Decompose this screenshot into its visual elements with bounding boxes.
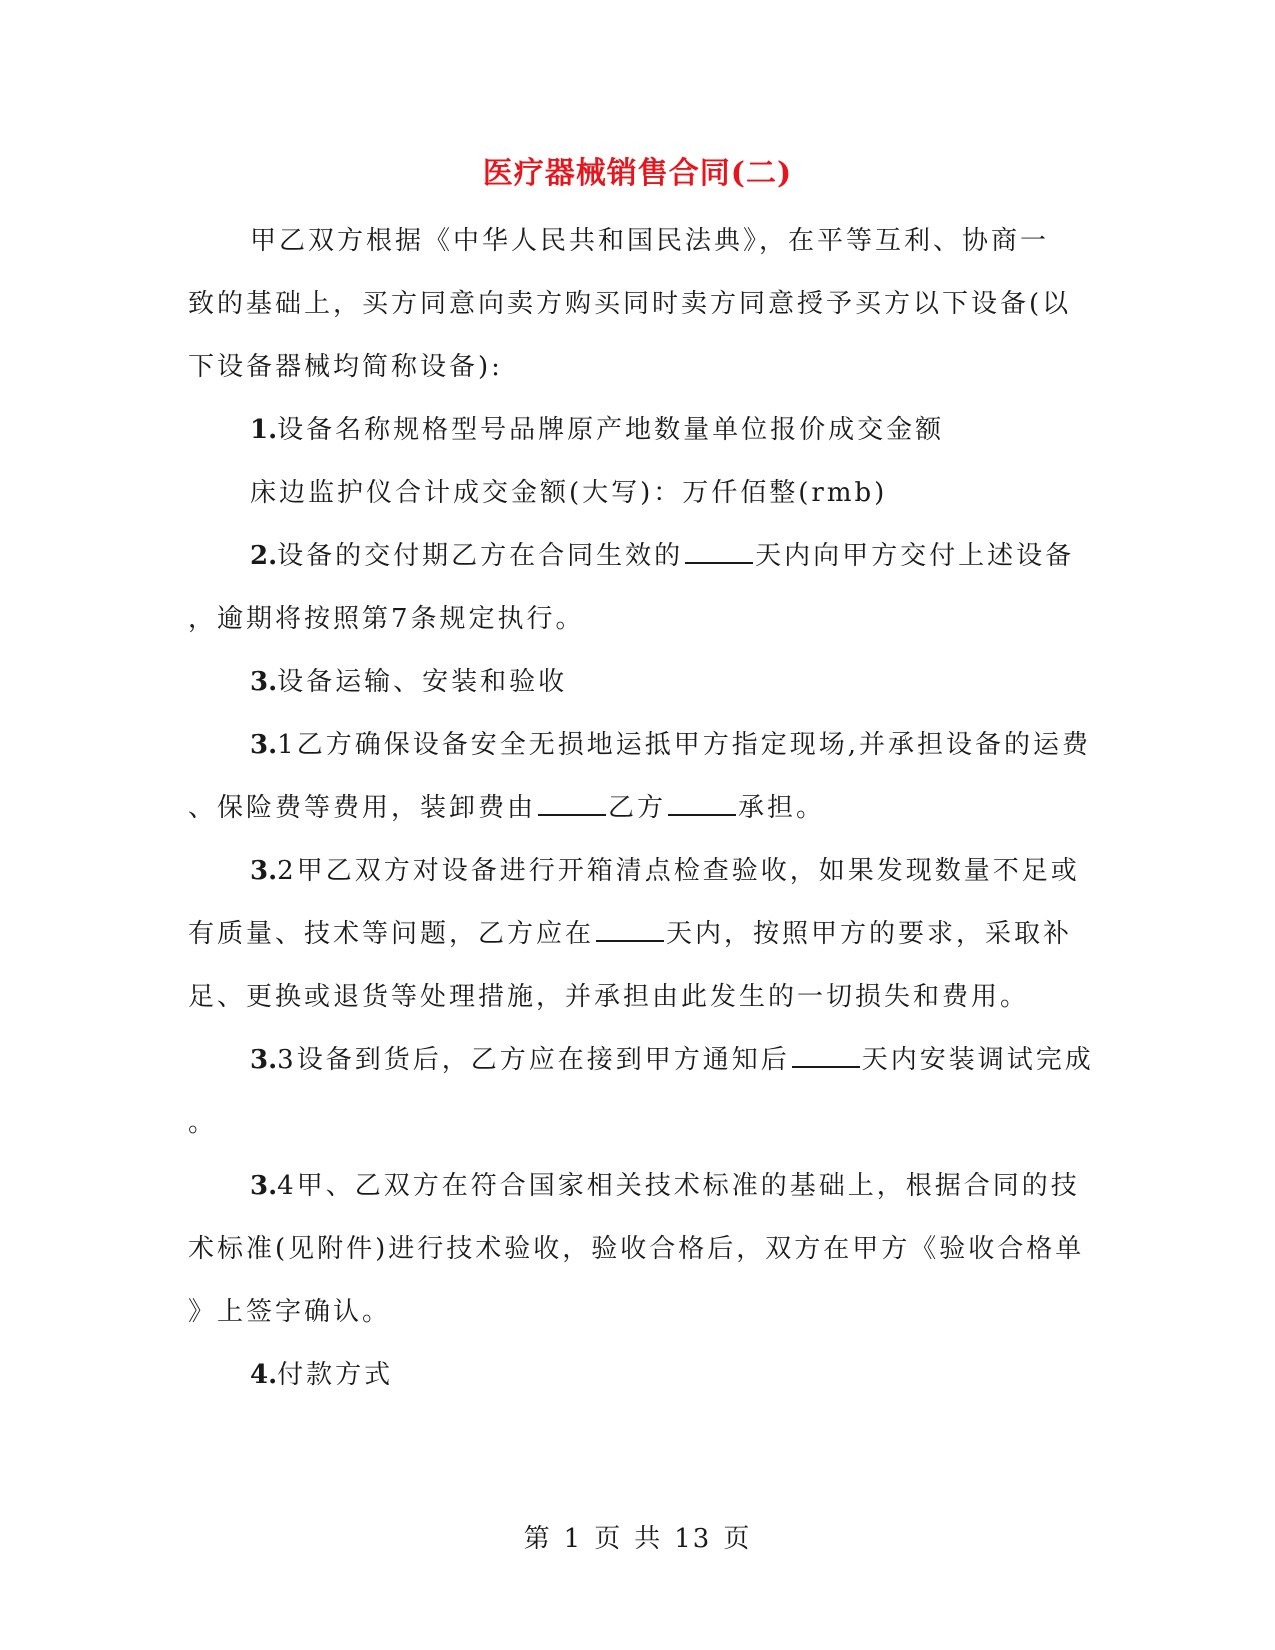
clause-1 bbox=[188, 399, 1078, 462]
clause-number: 3. bbox=[250, 667, 278, 697]
clause-3-4 bbox=[188, 1155, 1078, 1218]
clause-1-sub: 床边监护仪合计成交金额(大写)：万仟佰整(rmb) bbox=[250, 478, 888, 508]
clause-3-2 bbox=[188, 840, 1078, 903]
clause-number: 3. bbox=[250, 1045, 278, 1075]
clause-number: 3. bbox=[250, 1171, 278, 1201]
fill-in-blank bbox=[538, 792, 606, 816]
fill-in-blank bbox=[668, 792, 736, 816]
clause-text: 有质量、技术等问题，乙方应在 bbox=[188, 919, 595, 949]
clause-text: 天内，按照甲方的要求，采取补 bbox=[666, 919, 1073, 949]
footer-suffix: 页 bbox=[723, 1524, 752, 1554]
intro-line-3: 下设备器械均简称设备): bbox=[188, 352, 503, 382]
clause-2-line-2: ，逾期将按照第7条规定执行。 bbox=[188, 604, 585, 634]
clause-text: 付款方式 bbox=[277, 1360, 394, 1390]
clause-4 bbox=[188, 1344, 1078, 1407]
clause-3-3 bbox=[188, 1029, 1094, 1092]
clause-3-2-line-3: 足、更换或退货等处理措施，并承担由此发生的一切损失和费用。 bbox=[188, 982, 1030, 1012]
clause-3-2-line-2 bbox=[188, 903, 1078, 966]
clause-number: 4. bbox=[250, 1360, 278, 1390]
clause-3-4-line-2: 术标准(见附件)进行技术验收，验收合格后，双方在甲方《验收合格单 bbox=[188, 1234, 1085, 1264]
current-page-number: 1 bbox=[563, 1524, 583, 1554]
intro-line-2: 致的基础上，买方同意向卖方购买同时卖方同意授予买方以下设备(以 bbox=[188, 289, 1072, 319]
clause-3-1-line-2 bbox=[188, 777, 1078, 840]
clause-number: 3. bbox=[250, 856, 278, 886]
clause-3-3-line-2: 。 bbox=[188, 1108, 218, 1138]
footer-page-word: 页 bbox=[594, 1524, 623, 1554]
clause-text: 天内安装调试完成 bbox=[861, 1045, 1094, 1075]
clause-text: 、保险费等费用，装卸费由 bbox=[188, 793, 537, 823]
clause-text: 设备的交付期乙方在合同生效的 bbox=[277, 541, 684, 571]
clause-text: 1乙方确保设备安全无损地运抵甲方指定现场,并承担设备的运费 bbox=[277, 730, 1091, 760]
clause-text: 3设备到货后，乙方应在接到甲方通知后 bbox=[277, 1045, 790, 1075]
footer-prefix: 第 bbox=[523, 1524, 552, 1554]
clause-text: 乙方 bbox=[608, 793, 667, 823]
clause-3-4-line-3: 》上签字确认。 bbox=[188, 1297, 392, 1327]
clause-3-1 bbox=[188, 714, 1091, 777]
fill-in-blank bbox=[596, 918, 664, 942]
clause-number: 1. bbox=[250, 415, 278, 445]
clause-2 bbox=[188, 525, 1078, 588]
clause-number: 2. bbox=[250, 541, 278, 571]
clause-text: 天内向甲方交付上述设备 bbox=[755, 541, 1075, 571]
page-footer bbox=[0, 1518, 1275, 1555]
clause-text: 2甲乙双方对设备进行开箱清点检查验收，如果发现数量不足或 bbox=[277, 856, 1080, 886]
clause-text: 设备运输、安装和验收 bbox=[277, 667, 568, 697]
intro-line-1: 甲乙双方根据《中华人民共和国民法典》，在平等互利、协商一 bbox=[250, 226, 1050, 256]
document-title: 医疗器械销售合同(二) bbox=[482, 156, 793, 191]
footer-total-word: 共 bbox=[634, 1524, 663, 1554]
clause-number: 3. bbox=[250, 730, 278, 760]
fill-in-blank bbox=[792, 1044, 860, 1068]
clause-text: 承担。 bbox=[738, 793, 826, 823]
fill-in-blank bbox=[685, 540, 753, 564]
clause-text: 4甲、乙双方在符合国家相关技术标准的基础上，根据合同的技 bbox=[277, 1171, 1080, 1201]
clause-text: 设备名称规格型号品牌原产地数量单位报价成交金额 bbox=[277, 415, 945, 445]
clause-3 bbox=[188, 651, 1078, 714]
total-page-count: 13 bbox=[674, 1524, 712, 1554]
document-body bbox=[188, 210, 1094, 1407]
